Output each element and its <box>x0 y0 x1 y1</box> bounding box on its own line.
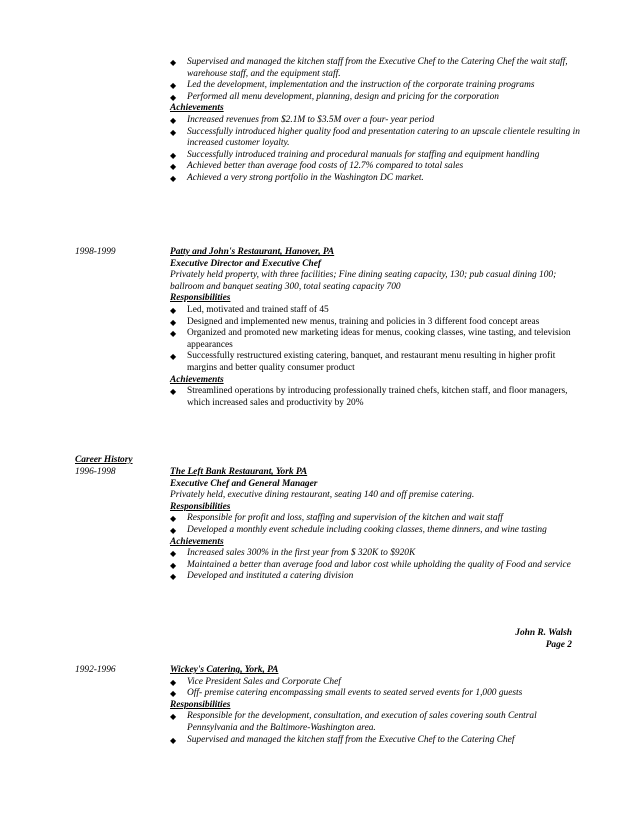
achievements-list <box>170 548 580 583</box>
bullet-icon: ◆ <box>170 92 177 102</box>
list-item: ◆ Designed and implemented new menus, training and policies in 3 different food concept areas <box>170 316 540 327</box>
achievements-heading: Achievements <box>170 536 224 547</box>
list-item: ◆ Responsible for profit and loss, staffing and supervision of the kitchen and wait staff <box>170 513 503 524</box>
bullet-icon: ◆ <box>170 173 177 183</box>
top-section <box>170 57 580 185</box>
page-header <box>515 628 572 651</box>
bullet-icon: ◆ <box>170 514 177 524</box>
bullet-icon: ◆ <box>170 352 177 362</box>
list-item: ◆ Supervised and managed the kitchen staff from the Executive Chef to the Catering Chef <box>170 734 515 745</box>
achievements-heading: Achievements <box>170 374 224 385</box>
list-item: ◆ Led, motivated and trained staff of 45 <box>170 304 329 315</box>
list-item: ◆ Developed a monthly event schedule including cooking classes, theme dinners, and wine tasting <box>170 524 547 535</box>
achievements-list <box>170 386 580 409</box>
top-list-b <box>170 115 580 185</box>
job-title: Executive Director and Executive Chef <box>170 258 322 269</box>
achievements-heading: Achievements <box>170 103 224 114</box>
list-item: ◆ Performed all menu development, planning, design and pricing for the corporation <box>170 91 499 102</box>
bullet-icon: ◆ <box>170 58 177 67</box>
responsibilities-list <box>170 513 580 536</box>
bullet-icon: ◆ <box>170 525 177 535</box>
list-item: ◆ Led the development, implementation and the instruction of the corporate training programs <box>170 80 535 91</box>
responsibilities-list <box>170 305 580 375</box>
responsibilities-list <box>170 711 580 746</box>
company-name: Wickey's Catering, York, PA <box>170 665 279 675</box>
list-item: ◆ Successfully introduced training and procedural manuals for staffing and equipment handling <box>170 149 540 160</box>
bullet-icon: ◆ <box>170 317 177 327</box>
bullet-icon: ◆ <box>170 572 177 582</box>
list-item: ◆ Off- premise catering encompassing small events to seated served events for 1,000 guests <box>170 688 523 699</box>
list-item: ◆ Streamlined operations by introducing professionally trained chefs, kitchen staff, and floor managers, which increased sales and productivity by 20% <box>170 386 568 408</box>
list-item: ◆ Responsible for the development, consultation, and execution of sales covering south Central Pennsylvania and the Baltimore-Washington area. <box>170 711 537 733</box>
job-dates: 1992-1996 <box>75 665 116 675</box>
bullet-icon: ◆ <box>170 150 177 160</box>
list-item: ◆ Increased sales 300% in the first year from $ 320K to $920K <box>170 548 416 559</box>
job-dates: 1998-1999 <box>75 247 116 257</box>
list-item: ◆ Achieved better than average food costs of 12.7% compared to total sales <box>170 161 464 172</box>
bullet-icon: ◆ <box>170 549 177 559</box>
list-item: ◆ Developed and instituted a catering division <box>170 571 354 582</box>
list-item: ◆ Increased revenues from $2.1M to $3.5M over a four- year period <box>170 114 435 125</box>
company-description: Privately held property, with three facilities; Fine dining seating capacity, 130; pub casual dining 100; ballroom and banquet seating 300, total seating capacity 700 <box>170 270 557 292</box>
author-name: John R. Walsh <box>515 628 572 638</box>
company-description: Privately held, executive dining restaurant, seating 140 and off premise catering. <box>170 490 475 501</box>
responsibilities-heading: Responsibilities <box>170 293 231 304</box>
responsibilities-heading: Responsibilities <box>170 699 231 710</box>
page-number: Page 2 <box>545 639 572 650</box>
bullet-icon: ◆ <box>170 81 177 91</box>
career-history-heading: Career History <box>75 455 133 465</box>
bullet-icon: ◆ <box>170 115 177 125</box>
job-leftbank <box>170 467 580 583</box>
bullet-icon: ◆ <box>170 329 177 339</box>
list-item: ◆ Successfully introduced higher quality food and presentation catering to an upscale clientele resulting in increased customer loyalty. <box>170 126 580 149</box>
list-item: ◆ Maintained a better than average food and labor cost while upholding the quality of Food and service <box>170 559 571 570</box>
bullet-icon: ◆ <box>170 712 177 722</box>
responsibilities-heading: Responsibilities <box>170 501 231 512</box>
bullet-icon: ◆ <box>170 305 177 315</box>
bullet-icon: ◆ <box>170 127 177 137</box>
bullet-icon: ◆ <box>170 689 177 699</box>
list-item: ◆ Organized and promoted new marketing ideas for menus, cooking classes, wine tasting, and television appearances <box>170 328 571 350</box>
bullet-icon: ◆ <box>170 162 177 172</box>
bullet-icon: ◆ <box>170 387 177 397</box>
job-wickey <box>170 665 580 746</box>
list-item: ◆ Supervised and managed the kitchen staff from the Executive Chef to the Catering Chef the wait staff, warehouse staff, and the equipment staff. <box>170 57 568 79</box>
list-item: ◆ Achieved a very strong portfolio in the Washington DC market. <box>170 172 424 183</box>
roles-list <box>170 677 580 700</box>
bullet-icon: ◆ <box>170 735 177 745</box>
bullet-icon: ◆ <box>170 677 177 687</box>
top-list-a <box>170 57 580 103</box>
job-title: Executive Chef and General Manager <box>170 478 318 489</box>
company-name: Patty and John's Restaurant, Hanover, PA <box>170 247 335 257</box>
list-item: ◆ Successfully restructured existing catering, banquet, and restaurant menu resulting in higher profit margins and better quality consumer product <box>170 351 556 373</box>
company-name: The Left Bank Restaurant, York PA <box>170 467 308 477</box>
job-dates: 1996-1998 <box>75 467 116 477</box>
job-patty <box>170 247 580 409</box>
list-item: ◆ Vice President Sales and Corporate Chef <box>170 676 341 687</box>
bullet-icon: ◆ <box>170 560 177 570</box>
